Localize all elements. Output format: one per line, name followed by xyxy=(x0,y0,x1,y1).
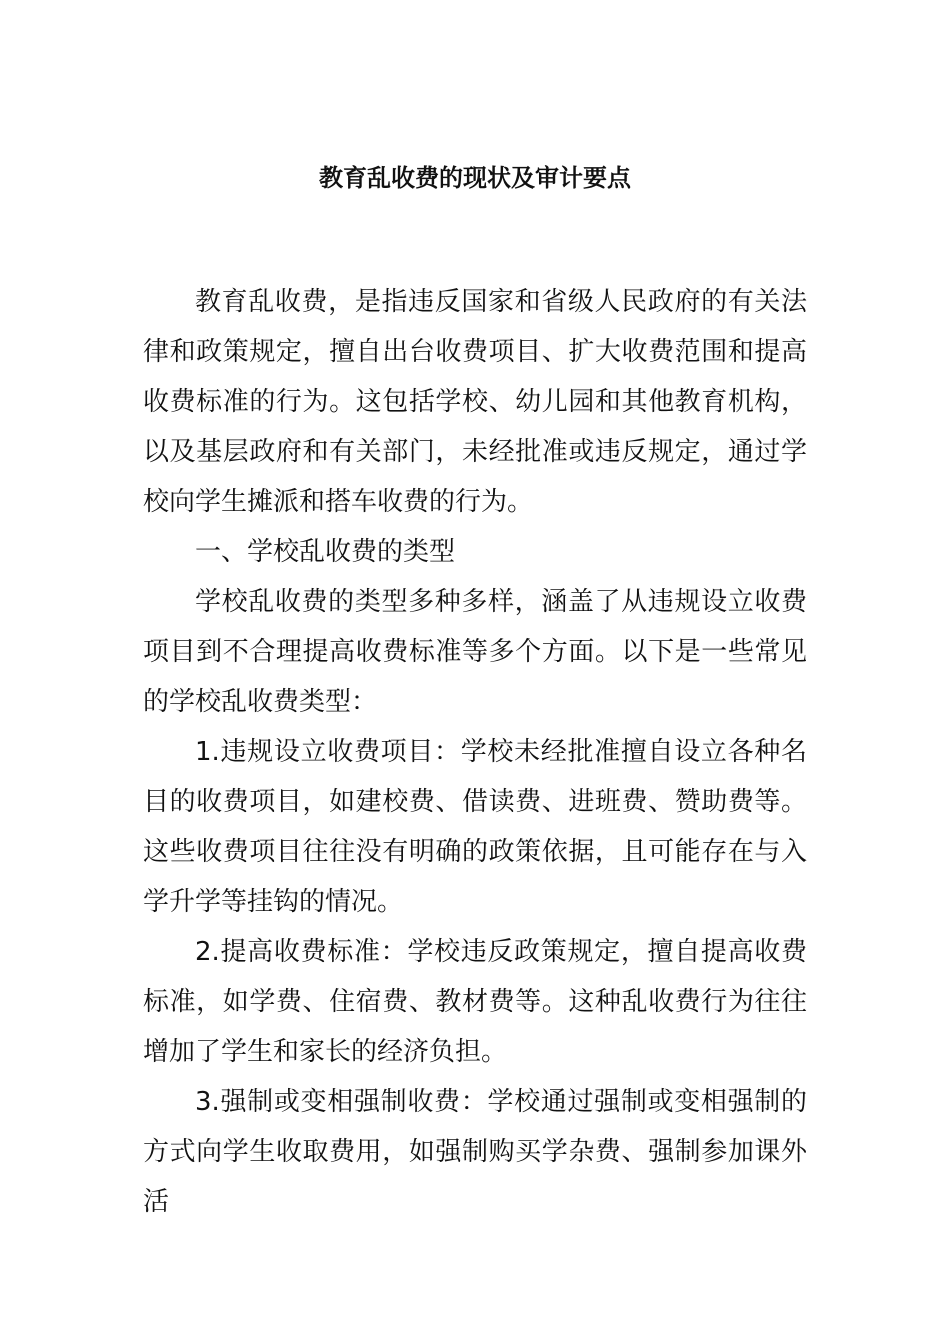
section-heading-types: 一、学校乱收费的类型 xyxy=(195,537,456,567)
paragraph-item-3: 3.强制或变相强制收费：学校通过强制或变相强制的方式向学生收取费用，如强制购买学杂费、强制参加课外活 xyxy=(143,1087,807,1217)
document-body xyxy=(143,277,807,1227)
paragraph-item-2: 2.提高收费标准：学校违反政策规定，擅自提高收费标准，如学费、住宿费、教材费等。这种乱收费行为往往增加了学生和家长的经济负担。 xyxy=(143,937,807,1067)
paragraph-definition: 教育乱收费，是指违反国家和省级人民政府的有关法律和政策规定，擅自出台收费项目、扩大收费范围和提高收费标准的行为。这包括学校、幼儿园和其他教育机构，以及基层政府和有关部门，未经批准或违反规定，通过学校向学生摊派和搭车收费的行为。 xyxy=(143,287,807,517)
paragraph-types-intro: 学校乱收费的类型多种多样，涵盖了从违规设立收费项目到不合理提高收费标准等多个方面。以下是一些常见的学校乱收费类型： xyxy=(143,587,807,717)
document-title: 教育乱收费的现状及审计要点 xyxy=(319,164,631,192)
paragraph-item-1: 1.违规设立收费项目：学校未经批准擅自设立各种名目的收费项目，如建校费、借读费、进班费、赞助费等。这些收费项目往往没有明确的政策依据，且可能存在与入学升学等挂钩的情况。 xyxy=(143,737,807,917)
